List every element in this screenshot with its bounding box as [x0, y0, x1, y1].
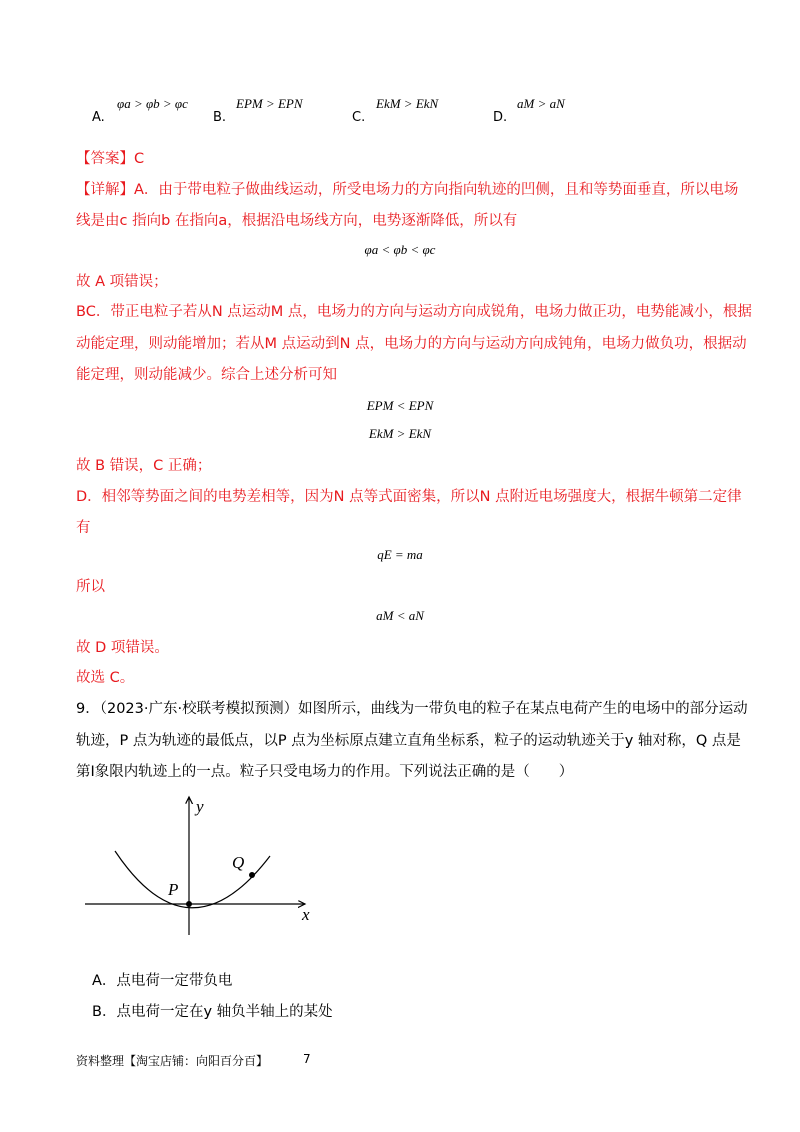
equation-kinetic-energy: EkM > EkN — [368, 426, 432, 441]
bc-line-1: BC．带正电粒子若从N 点运动M 点，电场力的方向与运动方向成锐角，电场力做正功，电势能减小，根据 — [76, 304, 752, 320]
equation-acceleration: aM < aN — [376, 608, 424, 623]
q9-line-2: 轨迹，P 点为轨迹的最低点，以P 点为坐标原点建立直角坐标系，粒子的运动轨迹关于y 轴对称，Q 点是 — [76, 733, 741, 749]
q9-option-b: B．点电荷一定在y 轴负半轴上的某处 — [92, 1004, 333, 1020]
q9-option-a: A．点电荷一定带负电 — [92, 973, 233, 989]
equation-newton: qE = ma — [377, 547, 423, 562]
option-d-expr: aM > aN — [517, 96, 565, 111]
footer-source: 资料整理【淘宝店铺：向阳百分百】 — [76, 1054, 269, 1068]
detail-line-2: 线是由c 指向b 在指向a，根据沿电场线方向，电势逐渐降低，所以有 — [76, 213, 518, 229]
option-a-expr: φa > φb > φc — [117, 96, 188, 111]
d-line-1: D．相邻等势面之间的电势差相等，因为N 点等式面密集，所以N 点附近电场强度大，根据牛顿第二定律 — [76, 489, 742, 505]
q9-line-3: 第Ⅰ象限内轨迹上的一点。粒子只受电场力的作用。下列说法正确的是（ ） — [76, 764, 574, 780]
q-label: Q — [232, 853, 245, 872]
equation-potential: φa < φb < φc — [364, 242, 436, 257]
bc-line-2: 动能定理，则动能增加；若从M 点运动到N 点，电场力的方向与运动方向成钝角，电场力做负功，根据动 — [76, 336, 747, 352]
option-d-letter: D. — [493, 110, 508, 125]
option-b-letter: B. — [213, 110, 227, 125]
d-wrong: 故 D 项错误。 — [76, 640, 169, 656]
p-label: P — [168, 880, 179, 899]
choose-line: 故选 C。 — [76, 670, 135, 686]
point-q — [249, 872, 255, 878]
page-number: 7 — [303, 1052, 311, 1066]
d-line-2: 有 — [76, 520, 91, 536]
option-c-expr: EkM > EkN — [376, 96, 439, 111]
option-b-expr: EPM > EPN — [236, 96, 303, 111]
detail-line-1: 【详解】A．由于带电粒子做曲线运动，所受电场力的方向指向轨迹的凹侧，且和等势面垂直，所以电场 — [76, 182, 739, 198]
option-a-letter: A. — [92, 110, 105, 125]
x-axis-label: x — [302, 905, 310, 924]
bc-result: 故 B 错误，C 正确； — [76, 458, 212, 474]
a-wrong: 故 A 项错误； — [76, 274, 168, 290]
trajectory-figure — [80, 792, 320, 952]
point-p — [186, 901, 192, 907]
bc-line-3: 能定理，则动能减少。综合上述分析可知 — [76, 367, 337, 383]
answer-line: 【答案】C — [76, 151, 145, 167]
so-line: 所以 — [76, 579, 105, 595]
trajectory-curve — [115, 851, 270, 908]
y-axis-label: y — [196, 797, 204, 816]
equation-potential-energy: EPM < EPN — [366, 398, 434, 413]
q9-line-1: 9．（2023·广东·校联考模拟预测）如图所示，曲线为一带负电的粒子在某点电荷产生的电场中的部分运动 — [76, 701, 748, 717]
option-c-letter: C. — [352, 110, 366, 125]
